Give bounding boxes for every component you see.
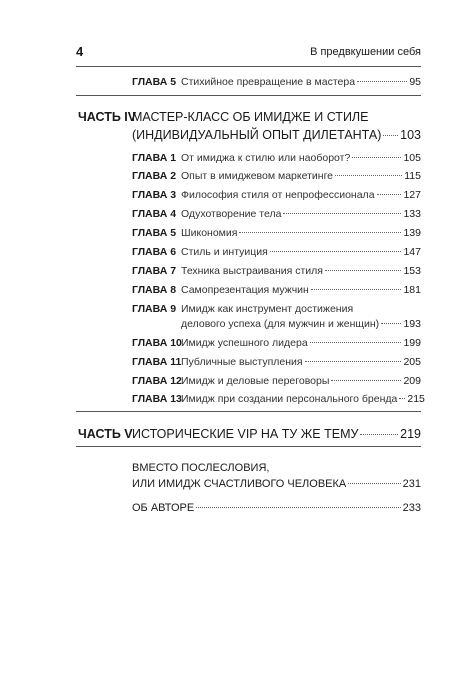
toc-page: 205 xyxy=(403,356,421,368)
toc-label: ГЛАВА 4 xyxy=(132,208,177,220)
toc-label: ГЛАВА 5 xyxy=(132,227,177,239)
toc-page: 181 xyxy=(403,284,421,296)
toc-title: ИЛИ ИМИДЖ СЧАСТЛИВОГО ЧЕЛОВЕКА xyxy=(132,478,347,490)
toc-entry xyxy=(132,337,421,349)
dot-leader xyxy=(381,323,401,324)
toc-title: ОБ АВТОРЕ xyxy=(132,502,195,514)
section-rule xyxy=(76,95,421,96)
toc-entry-first-line xyxy=(132,303,353,315)
running-title: В предвкушении себя xyxy=(310,46,421,58)
toc-title: Одухотворение тела xyxy=(181,208,282,220)
dot-leader xyxy=(383,135,398,136)
toc-entry xyxy=(132,375,421,387)
toc-page: 199 xyxy=(403,337,421,349)
toc-page: 133 xyxy=(403,208,421,220)
dot-leader xyxy=(335,175,402,176)
dot-leader xyxy=(270,251,402,252)
toc-title: Имидж успешного лидера xyxy=(181,337,308,349)
toc-title: (ИНДИВИДУАЛЬНЫЙ ОПЫТ ДИЛЕТАНТА) xyxy=(132,128,382,142)
page-number: 4 xyxy=(76,44,84,59)
dot-leader xyxy=(357,81,407,82)
toc-entry xyxy=(132,265,421,277)
toc-about-author xyxy=(132,502,421,514)
toc-title: ВМЕСТО ПОСЛЕСЛОВИЯ, xyxy=(132,462,270,474)
toc-page: 153 xyxy=(403,265,421,277)
toc-label: ГЛАВА 8 xyxy=(132,284,177,296)
toc-label: ГЛАВА 7 xyxy=(132,265,177,277)
dot-leader xyxy=(283,213,401,214)
dot-leader xyxy=(305,361,402,362)
dot-leader xyxy=(239,232,401,233)
toc-part xyxy=(78,427,421,441)
toc-page: 193 xyxy=(403,318,421,330)
dot-leader xyxy=(377,194,402,195)
toc-label: ЧАСТЬ IV xyxy=(78,110,137,124)
toc-label: ГЛАВА 9 xyxy=(132,303,177,315)
toc-title: Философия стиля от непрофессионала xyxy=(181,189,375,201)
toc-label: ГЛАВА 3 xyxy=(132,189,177,201)
toc-title: Имидж как инструмент достижения xyxy=(181,303,354,315)
dot-leader xyxy=(325,270,402,271)
toc-title: Публичные выступления xyxy=(181,356,303,368)
toc-title: Стиль и интуиция xyxy=(181,246,268,258)
toc-entry-second-line xyxy=(181,318,421,330)
toc-title: МАСТЕР-КЛАСС ОБ ИМИДЖЕ И СТИЛЕ xyxy=(132,110,369,124)
toc-page: 115 xyxy=(404,170,421,182)
toc-page: 105 xyxy=(403,152,421,164)
dot-leader xyxy=(348,483,400,484)
toc-title: делового успеха (для мужчин и женщин) xyxy=(181,318,380,330)
dot-leader xyxy=(352,157,401,158)
toc-page: 139 xyxy=(403,227,421,239)
toc-entry xyxy=(132,76,421,88)
toc-page: 231 xyxy=(402,478,421,490)
toc-page: 103 xyxy=(400,128,421,142)
toc-entry xyxy=(132,356,421,368)
dot-leader xyxy=(196,507,400,508)
toc-page: 127 xyxy=(403,189,421,201)
dot-leader xyxy=(399,398,405,399)
toc-page: 147 xyxy=(403,246,421,258)
header-rule xyxy=(76,66,421,67)
toc-label: ГЛАВА 13 xyxy=(132,393,182,405)
toc-page: 209 xyxy=(403,375,421,387)
toc-entry xyxy=(132,208,421,220)
toc-label: ГЛАВА 12 xyxy=(132,375,182,387)
toc-title: Самопрезентация мужчин xyxy=(181,284,309,296)
section-rule xyxy=(76,446,421,447)
toc-afterword-first-line xyxy=(132,462,269,474)
toc-title: Шикономия xyxy=(181,227,238,239)
toc-entry xyxy=(132,152,421,164)
toc-page: 233 xyxy=(402,502,421,514)
toc-title: Имидж и деловые переговоры xyxy=(181,375,330,387)
dot-leader xyxy=(331,380,401,381)
toc-page: 219 xyxy=(400,427,421,441)
toc-title: Стихийное превращение в мастера xyxy=(181,76,356,88)
toc-page: 215 xyxy=(407,393,425,405)
toc-label: ГЛАВА 1 xyxy=(132,152,177,164)
section-rule xyxy=(76,411,421,412)
toc-title: Имидж при создании персонального бренда xyxy=(181,393,398,405)
toc-label: ГЛАВА 11 xyxy=(132,356,182,368)
toc-part-second-line xyxy=(132,128,421,142)
toc-label: ГЛАВА 6 xyxy=(132,246,177,258)
toc-label: ГЛАВА 10 xyxy=(132,337,182,349)
toc-entry xyxy=(132,393,425,405)
toc-entry xyxy=(132,246,421,258)
toc-entry xyxy=(132,170,421,182)
toc-title: Опыт в имиджевом маркетинге xyxy=(181,170,334,182)
toc-entry xyxy=(132,227,421,239)
toc-label: ЧАСТЬ V xyxy=(78,427,133,441)
toc-title: ИСТОРИЧЕСКИЕ VIP НА ТУ ЖЕ ТЕМУ xyxy=(132,427,359,441)
dot-leader xyxy=(311,289,402,290)
toc-page: 95 xyxy=(409,76,421,88)
toc-label: ГЛАВА 2 xyxy=(132,170,177,182)
toc-entry xyxy=(132,189,421,201)
dot-leader xyxy=(360,434,398,435)
toc-label: ГЛАВА 5 xyxy=(132,76,177,88)
toc-title: Техника выстраивания стиля xyxy=(181,265,323,277)
toc-title: От имиджа к стилю или наоборот? xyxy=(181,152,351,164)
toc-entry xyxy=(132,284,421,296)
toc-afterword-second-line xyxy=(132,478,421,490)
dot-leader xyxy=(310,342,402,343)
toc-part-first-line xyxy=(78,110,368,124)
